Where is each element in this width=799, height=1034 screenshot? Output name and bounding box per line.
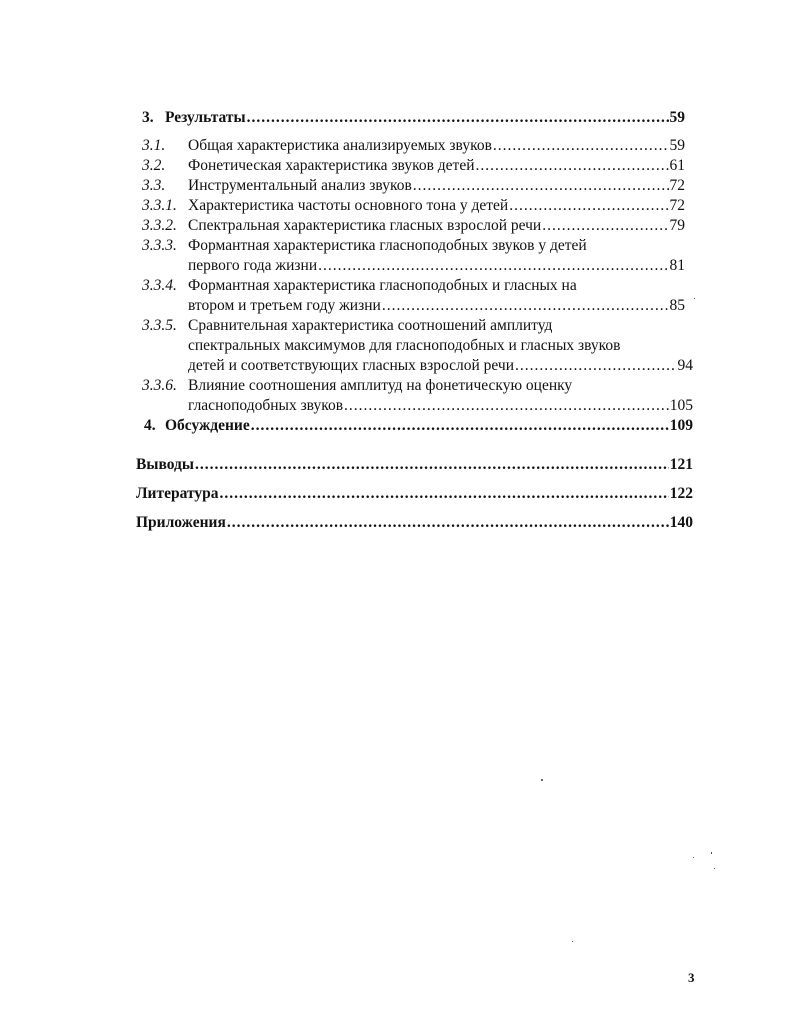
toc-num-3-3-4: 3.3.4. — [142, 277, 177, 294]
toc-entry-3-3-3 — [188, 256, 685, 276]
toc-entry-3-1 — [188, 136, 685, 156]
toc-leader — [247, 108, 669, 128]
toc-num-3-3-5: 3.3.5. — [142, 317, 177, 334]
toc-entry-3-3-1 — [188, 196, 685, 216]
toc-leader — [344, 396, 669, 416]
toc-num-3-1: 3.1. — [142, 137, 166, 154]
toc-page: 72 — [669, 177, 685, 194]
toc-page: 61 — [669, 157, 685, 174]
toc-leader — [382, 296, 669, 316]
toc-entry-3-3-5 — [188, 356, 693, 376]
toc-page: 121 — [669, 456, 693, 473]
toc-title: Фонетическая характеристика звуков детей — [188, 157, 475, 174]
toc-entry-3-3-6 — [188, 396, 693, 416]
toc-entry-3-3 — [188, 176, 685, 196]
toc-page: 59 — [669, 109, 685, 126]
toc-page: 79 — [669, 217, 685, 234]
toc-num-3-3-3: 3.3.3. — [142, 237, 177, 254]
toc-title: Спектральная характеристика гласных взрослой речи — [188, 217, 542, 234]
toc-leader — [542, 216, 668, 236]
toc-leader — [493, 136, 669, 156]
toc-num-3-3-1: 3.3.1. — [142, 197, 177, 214]
toc-title-line: Влияние соотношения амплитуд на фонетическую оценку — [188, 377, 573, 394]
toc-title: Выводы — [136, 456, 194, 473]
toc-leader — [476, 156, 669, 176]
toc-page: 81 — [669, 257, 685, 274]
toc-entry-appendices — [136, 513, 693, 533]
toc-leader — [219, 484, 668, 504]
toc-title: Литература — [136, 485, 219, 502]
toc-page: 109 — [669, 417, 693, 434]
toc-leader — [195, 455, 669, 475]
toc-entry-3-3-2 — [188, 216, 685, 236]
toc-leader — [318, 256, 668, 276]
toc-num-3-3: 3.3. — [142, 177, 166, 194]
toc-num-4: 4. — [144, 417, 156, 434]
toc-page: 59 — [669, 137, 685, 154]
toc-page: 85 — [669, 297, 685, 314]
toc-page: 105 — [669, 397, 693, 414]
toc-num-3-2: 3.2. — [142, 157, 166, 174]
toc-title: первого года жизни — [188, 257, 318, 274]
toc-leader — [227, 513, 669, 533]
toc-title: Приложения — [136, 514, 226, 531]
scan-speck — [541, 779, 543, 781]
toc-title: втором и третьем году жизни — [188, 297, 381, 314]
toc-title-line: Формантная характеристика гласноподобных и гласных на — [188, 277, 577, 294]
toc-page: 122 — [669, 485, 693, 502]
toc-page: 94 — [677, 357, 693, 374]
toc-entry-discussion — [165, 416, 693, 436]
toc-entry-results — [165, 108, 685, 128]
toc-title: Результаты — [165, 109, 246, 126]
scan-speck — [714, 868, 715, 869]
toc-title: Инструментальный анализ звуков — [188, 177, 412, 194]
toc-entry-3-2 — [188, 156, 685, 176]
toc-leader — [509, 196, 668, 216]
scan-speck — [711, 852, 712, 854]
toc-num-3-3-2: 3.3.2. — [142, 217, 177, 234]
toc-title: гласноподобных звуков — [188, 397, 344, 414]
toc-title-line: Формантная характеристика гласноподобных звуков у детей — [188, 237, 587, 254]
toc-entry-conclusions — [136, 455, 693, 475]
toc-page: 72 — [669, 197, 685, 214]
toc-num-3: 3. — [142, 109, 154, 126]
scan-speck — [694, 298, 695, 299]
toc-entry-literature — [136, 484, 693, 504]
toc-entry-3-3-4 — [188, 296, 685, 316]
page-number: 3 — [688, 970, 695, 985]
toc-title-line: спектральных максимумов для гласноподобных и гласных звуков — [188, 337, 621, 354]
toc-title: Общая характеристика анализируемых звуков — [188, 137, 492, 154]
toc-leader — [515, 356, 677, 376]
toc-title: Характеристика частоты основного тона у детей — [188, 197, 509, 214]
toc-leader — [413, 176, 669, 196]
toc-page: 140 — [669, 514, 693, 531]
scan-speck — [693, 857, 694, 858]
toc-leader — [251, 416, 669, 436]
toc-num-3-3-6: 3.3.6. — [142, 377, 177, 394]
toc-title: Обсуждение — [165, 417, 250, 434]
scan-speck — [572, 941, 573, 942]
toc-title: детей и соответствующих гласных взрослой речи — [188, 357, 514, 374]
toc-title-line: Сравнительная характеристика соотношений амплитуд — [188, 317, 553, 334]
